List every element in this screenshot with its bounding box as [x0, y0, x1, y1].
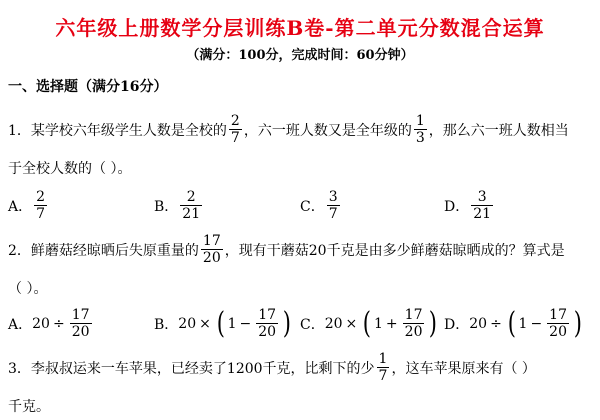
right-paren-icon: ) — [573, 305, 582, 341]
fraction-denominator: 20 — [202, 250, 221, 266]
option-one: 1 — [227, 315, 237, 332]
option-fraction — [256, 308, 278, 339]
question-3-line-1 — [8, 352, 536, 383]
question-2-option-b[interactable] — [154, 305, 294, 341]
question-1-fraction-2 — [414, 114, 427, 145]
question-3-line-2: 千克。 — [8, 399, 50, 415]
option-fraction — [180, 190, 202, 221]
fraction-denominator: 20 — [549, 324, 567, 340]
left-paren-icon: ( — [363, 305, 372, 341]
fraction-denominator: 20 — [71, 324, 90, 340]
option-lead-number: 20 — [469, 315, 488, 332]
option-label: C． — [300, 316, 325, 333]
question-1-text-a: 1．某学校六年级学生人数是全校的 — [8, 122, 227, 139]
fraction-denominator: 7 — [230, 130, 240, 146]
option-inner-operator: + — [385, 315, 398, 332]
question-1-option-b[interactable] — [154, 190, 204, 221]
option-fraction — [403, 308, 425, 339]
fraction-numerator: 2 — [36, 189, 46, 205]
question-3-text-b: ，这车苹果原来有（ ） — [391, 360, 536, 377]
fraction-numerator: 3 — [477, 189, 487, 205]
fraction-denominator: 20 — [258, 324, 277, 340]
option-fraction — [70, 308, 92, 339]
option-label: B． — [154, 316, 179, 333]
option-label: D． — [444, 198, 470, 215]
option-label: C． — [300, 198, 325, 215]
option-lead-number: 20 — [32, 315, 50, 332]
option-one: 1 — [374, 315, 383, 332]
question-1-fraction-1 — [229, 114, 242, 145]
right-paren-icon: ) — [282, 305, 292, 341]
fraction-numerator: 1 — [415, 113, 425, 129]
fraction-numerator: 2 — [230, 113, 240, 129]
question-2-text-b: ，现有干蘑菇20千克是由多少鲜蘑菇晾晒成的？算式是 — [224, 242, 565, 259]
question-2-fraction — [201, 234, 223, 265]
question-1-line-2: 于全校人数的（ ）。 — [8, 161, 132, 177]
question-1-option-d[interactable] — [444, 190, 495, 221]
question-2-text-a: 2．鲜蘑菇经晾晒后失原重量的 — [8, 242, 199, 259]
option-label: A． — [8, 198, 33, 215]
question-3-fraction — [377, 352, 390, 383]
option-lead-number: 20 — [324, 315, 343, 332]
fraction-denominator: 7 — [328, 206, 338, 222]
option-lead-number: 20 — [178, 315, 197, 332]
fraction-denominator: 20 — [404, 324, 423, 340]
fraction-numerator: 1 — [378, 351, 388, 367]
question-2-line-1 — [8, 234, 565, 265]
option-one: 1 — [518, 315, 528, 332]
option-fraction — [547, 308, 569, 339]
fraction-denominator: 7 — [36, 206, 46, 222]
option-operator: × — [345, 315, 358, 332]
right-paren-icon: ) — [429, 305, 438, 341]
fraction-numerator: 2 — [186, 189, 196, 205]
fraction-denominator: 3 — [415, 130, 425, 146]
option-label: D． — [444, 316, 470, 333]
question-1-text-c: ，那么六一班人数相当 — [428, 122, 569, 139]
question-1-option-c[interactable] — [300, 190, 342, 221]
page-title: 六年级上册数学分层训练B卷-第二单元分数混合运算 — [55, 16, 545, 40]
fraction-numerator: 17 — [404, 307, 423, 323]
option-label: B． — [154, 198, 179, 215]
option-label: A． — [8, 316, 33, 333]
question-1-text-b: ，六一班人数又是全年级的 — [243, 122, 412, 139]
question-1-option-a[interactable] — [8, 190, 49, 221]
option-inner-operator: − — [530, 315, 543, 332]
left-paren-icon: ( — [216, 305, 225, 341]
fraction-numerator: 17 — [549, 307, 567, 323]
question-2-option-a[interactable] — [8, 308, 94, 339]
fraction-denominator: 7 — [378, 368, 388, 384]
question-2-option-c[interactable] — [300, 305, 440, 341]
fraction-numerator: 17 — [258, 307, 277, 323]
page-subtitle: （满分：100分，完成时间：60分钟） — [186, 48, 414, 63]
option-inner-operator: − — [239, 315, 252, 332]
option-operator: × — [199, 315, 211, 332]
question-2-line-2: （ ）。 — [8, 281, 48, 297]
fraction-numerator: 17 — [71, 307, 90, 323]
option-fraction — [471, 190, 493, 221]
option-fraction — [327, 190, 340, 221]
section-heading-choice: 一、选择题（满分16分） — [8, 79, 168, 95]
left-paren-icon: ( — [507, 305, 516, 341]
question-2-option-d[interactable] — [444, 305, 585, 341]
fraction-numerator: 3 — [328, 189, 338, 205]
fraction-numerator: 17 — [202, 233, 221, 249]
fraction-denominator: 21 — [473, 206, 492, 222]
question-3-text-a: 3．李叔叔运来一车苹果，已经卖了1200千克，比剩下的少 — [8, 360, 375, 377]
question-1-line-1 — [8, 114, 569, 145]
option-operator: ÷ — [52, 315, 65, 332]
fraction-denominator: 21 — [182, 206, 201, 222]
option-operator: ÷ — [490, 315, 502, 332]
option-fraction — [34, 190, 47, 221]
